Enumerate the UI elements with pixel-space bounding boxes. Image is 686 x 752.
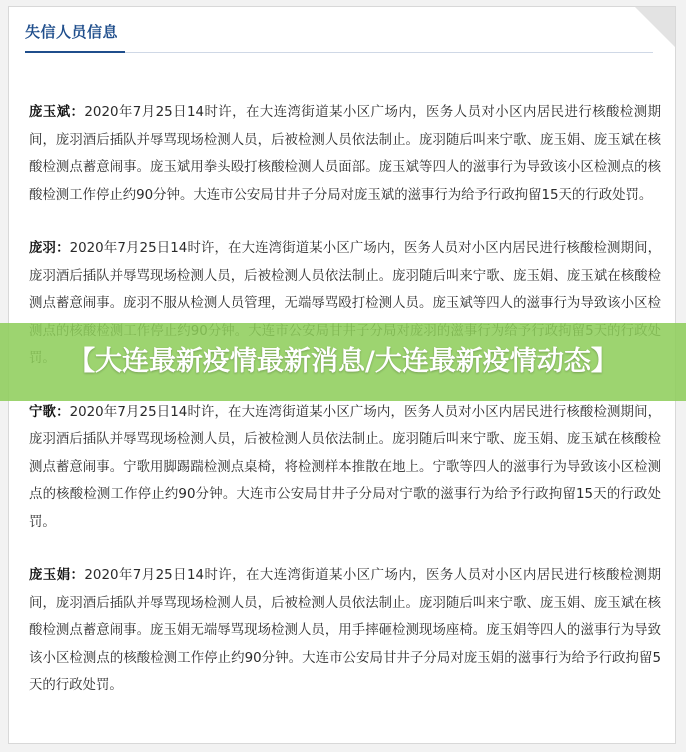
entry-text: 2020年7月25日14时许，在大连湾街道某小区广场内，医务人员对小区内居民进行核酸检测期间，庞羽酒后插队并辱骂现场检测人员，后被检测人员依法制止。庞羽随后叫来宁歌、庞玉娟、庞玉斌在核酸检测点蓄意闹事。庞玉斌用拳头殴打核酸检测人员面部。庞玉斌等四人的滋事行为导致该小区检测点的核酸检测工作停止约90分钟。大连市公安局甘井子分局对庞玉斌的滋事行为给予行政拘留15天的行政处罚。: [29, 105, 661, 203]
entry-name: 庞羽：: [29, 241, 70, 256]
entry-pang-yubin: [29, 99, 661, 209]
section-header: [25, 21, 653, 53]
entry-text: 2020年7月25日14时许，在大连湾街道某小区广场内，医务人员对小区内居民进行核酸检测期间，庞羽酒后插队并辱骂现场检测人员，后被检测人员依法制止。庞羽随后叫来宁歌、庞玉娟、庞玉斌在核酸检测点蓄意闹事。庞羽不服从检测人员管理，无端辱骂殴打检测人员。庞玉斌等四人的滋事行为导致该小区检: [29, 241, 661, 311]
entry-ning-ge: [29, 399, 661, 537]
banner-title: 【大连最新疫情最新消息/大连最新疫情动态】: [68, 346, 618, 377]
title-underline: [25, 52, 653, 53]
entry-text: 2020年7月25日14时许，在大连湾街道某小区广场内，医务人员对小区内居民进行核酸检测期间，庞羽酒后插队并辱骂现场检测人员，后被检测人员依法制止。庞羽随后叫来宁歌、庞玉娟、庞玉斌在核酸检测点蓄意闹事。宁歌用脚踢踹检测点桌椅，将检测样本推散在地上。宁歌等四人的滋事行为导致该小区检测点的核酸检测工作停止约90分钟。大连市公安局甘井子分局对宁歌的滋事行为给予行政拘留15天的行政处罚。: [29, 404, 661, 530]
entry-text: 2020年7月25日14时许，在大连湾街道某小区广场内，医务人员对小区内居民进行核酸检测期间，庞羽酒后插队并辱骂现场检测人员，后被检测人员依法制止。庞羽随后叫来宁歌、庞玉娟、庞玉斌在核酸检测点蓄意闹事。庞玉娟无端辱骂现场检测人员，用手摔砸检测现场座椅。庞玉娟等四人的滋事行为导致该小区检测点的核酸检测工作停止约90分钟。大连市公安局甘井子分局对庞玉娟的滋事行为给予行政拘留5天的行政处罚。: [29, 568, 661, 693]
overlay-banner: [0, 323, 686, 401]
entry-name: 庞玉娟：: [29, 568, 85, 583]
entry-name: 庞玉斌：: [29, 105, 85, 120]
entry-name: 宁歌：: [29, 404, 70, 420]
entry-pang-yujuan: [29, 562, 661, 700]
entry-list: [29, 99, 661, 726]
section-title: 失信人员信息: [25, 23, 119, 41]
